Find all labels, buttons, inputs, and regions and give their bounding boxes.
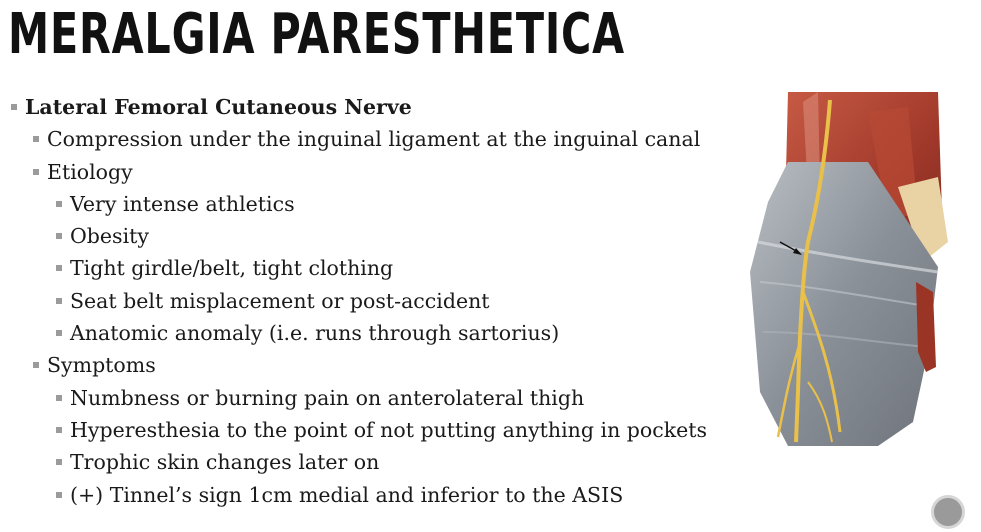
bullet-marker-icon xyxy=(56,233,62,239)
bullet-item xyxy=(0,479,707,511)
bullet-item xyxy=(0,446,707,478)
bullet-list xyxy=(0,91,707,511)
bullet-marker-icon xyxy=(56,492,62,498)
bullet-text: Lateral Femoral Cutaneous Nerve xyxy=(25,95,412,119)
bullet-text: Obesity xyxy=(70,224,149,249)
bullet-item xyxy=(0,123,707,155)
bullet-item xyxy=(0,220,707,252)
bullet-text: Anatomic anomaly (i.e. runs through sartorius) xyxy=(70,321,560,346)
bullet-text: Compression under the inguinal ligament at the inguinal canal xyxy=(47,127,701,152)
bullet-item xyxy=(0,349,707,381)
bullet-text: Symptoms xyxy=(47,353,156,378)
bullet-marker-icon xyxy=(33,362,39,368)
bullet-marker-icon xyxy=(56,265,62,271)
bullet-text: Tight girdle/belt, tight clothing xyxy=(70,256,394,281)
bullet-text: Numbness or burning pain on anterolateral thigh xyxy=(70,385,585,410)
bullet-text: (+) Tinnel’s sign 1cm medial and inferior to the ASIS xyxy=(70,482,624,507)
bullet-text: Seat belt misplacement or post-accident xyxy=(70,288,490,313)
bullet-marker-icon xyxy=(33,136,39,142)
bullet-item xyxy=(0,382,707,414)
anatomy-thigh-illustration-icon xyxy=(748,92,948,446)
bullet-item xyxy=(0,156,707,188)
bullet-marker-icon xyxy=(33,169,39,175)
slide-nav-button[interactable] xyxy=(931,495,965,529)
bullet-text: Trophic skin changes later on xyxy=(70,450,380,475)
bullet-item xyxy=(0,414,707,446)
bullet-text: Hyperesthesia to the point of not putting anything in pockets xyxy=(70,417,708,442)
bullet-marker-icon xyxy=(56,459,62,465)
bullet-marker-icon xyxy=(56,201,62,207)
bullet-marker-icon xyxy=(56,298,62,304)
bullet-marker-icon xyxy=(56,427,62,433)
bullet-marker-icon xyxy=(56,395,62,401)
slide-title: MERALGIA PARESTHETICA xyxy=(8,2,625,67)
bullet-item xyxy=(0,285,707,317)
bullet-marker-icon xyxy=(11,104,17,110)
bullet-item xyxy=(0,317,707,349)
bullet-marker-icon xyxy=(56,330,62,336)
bullet-text: Very intense athletics xyxy=(70,191,295,216)
bullet-text: Etiology xyxy=(47,159,133,184)
bullet-item xyxy=(0,252,707,284)
bullet-item xyxy=(0,91,707,123)
bullet-item xyxy=(0,188,707,220)
